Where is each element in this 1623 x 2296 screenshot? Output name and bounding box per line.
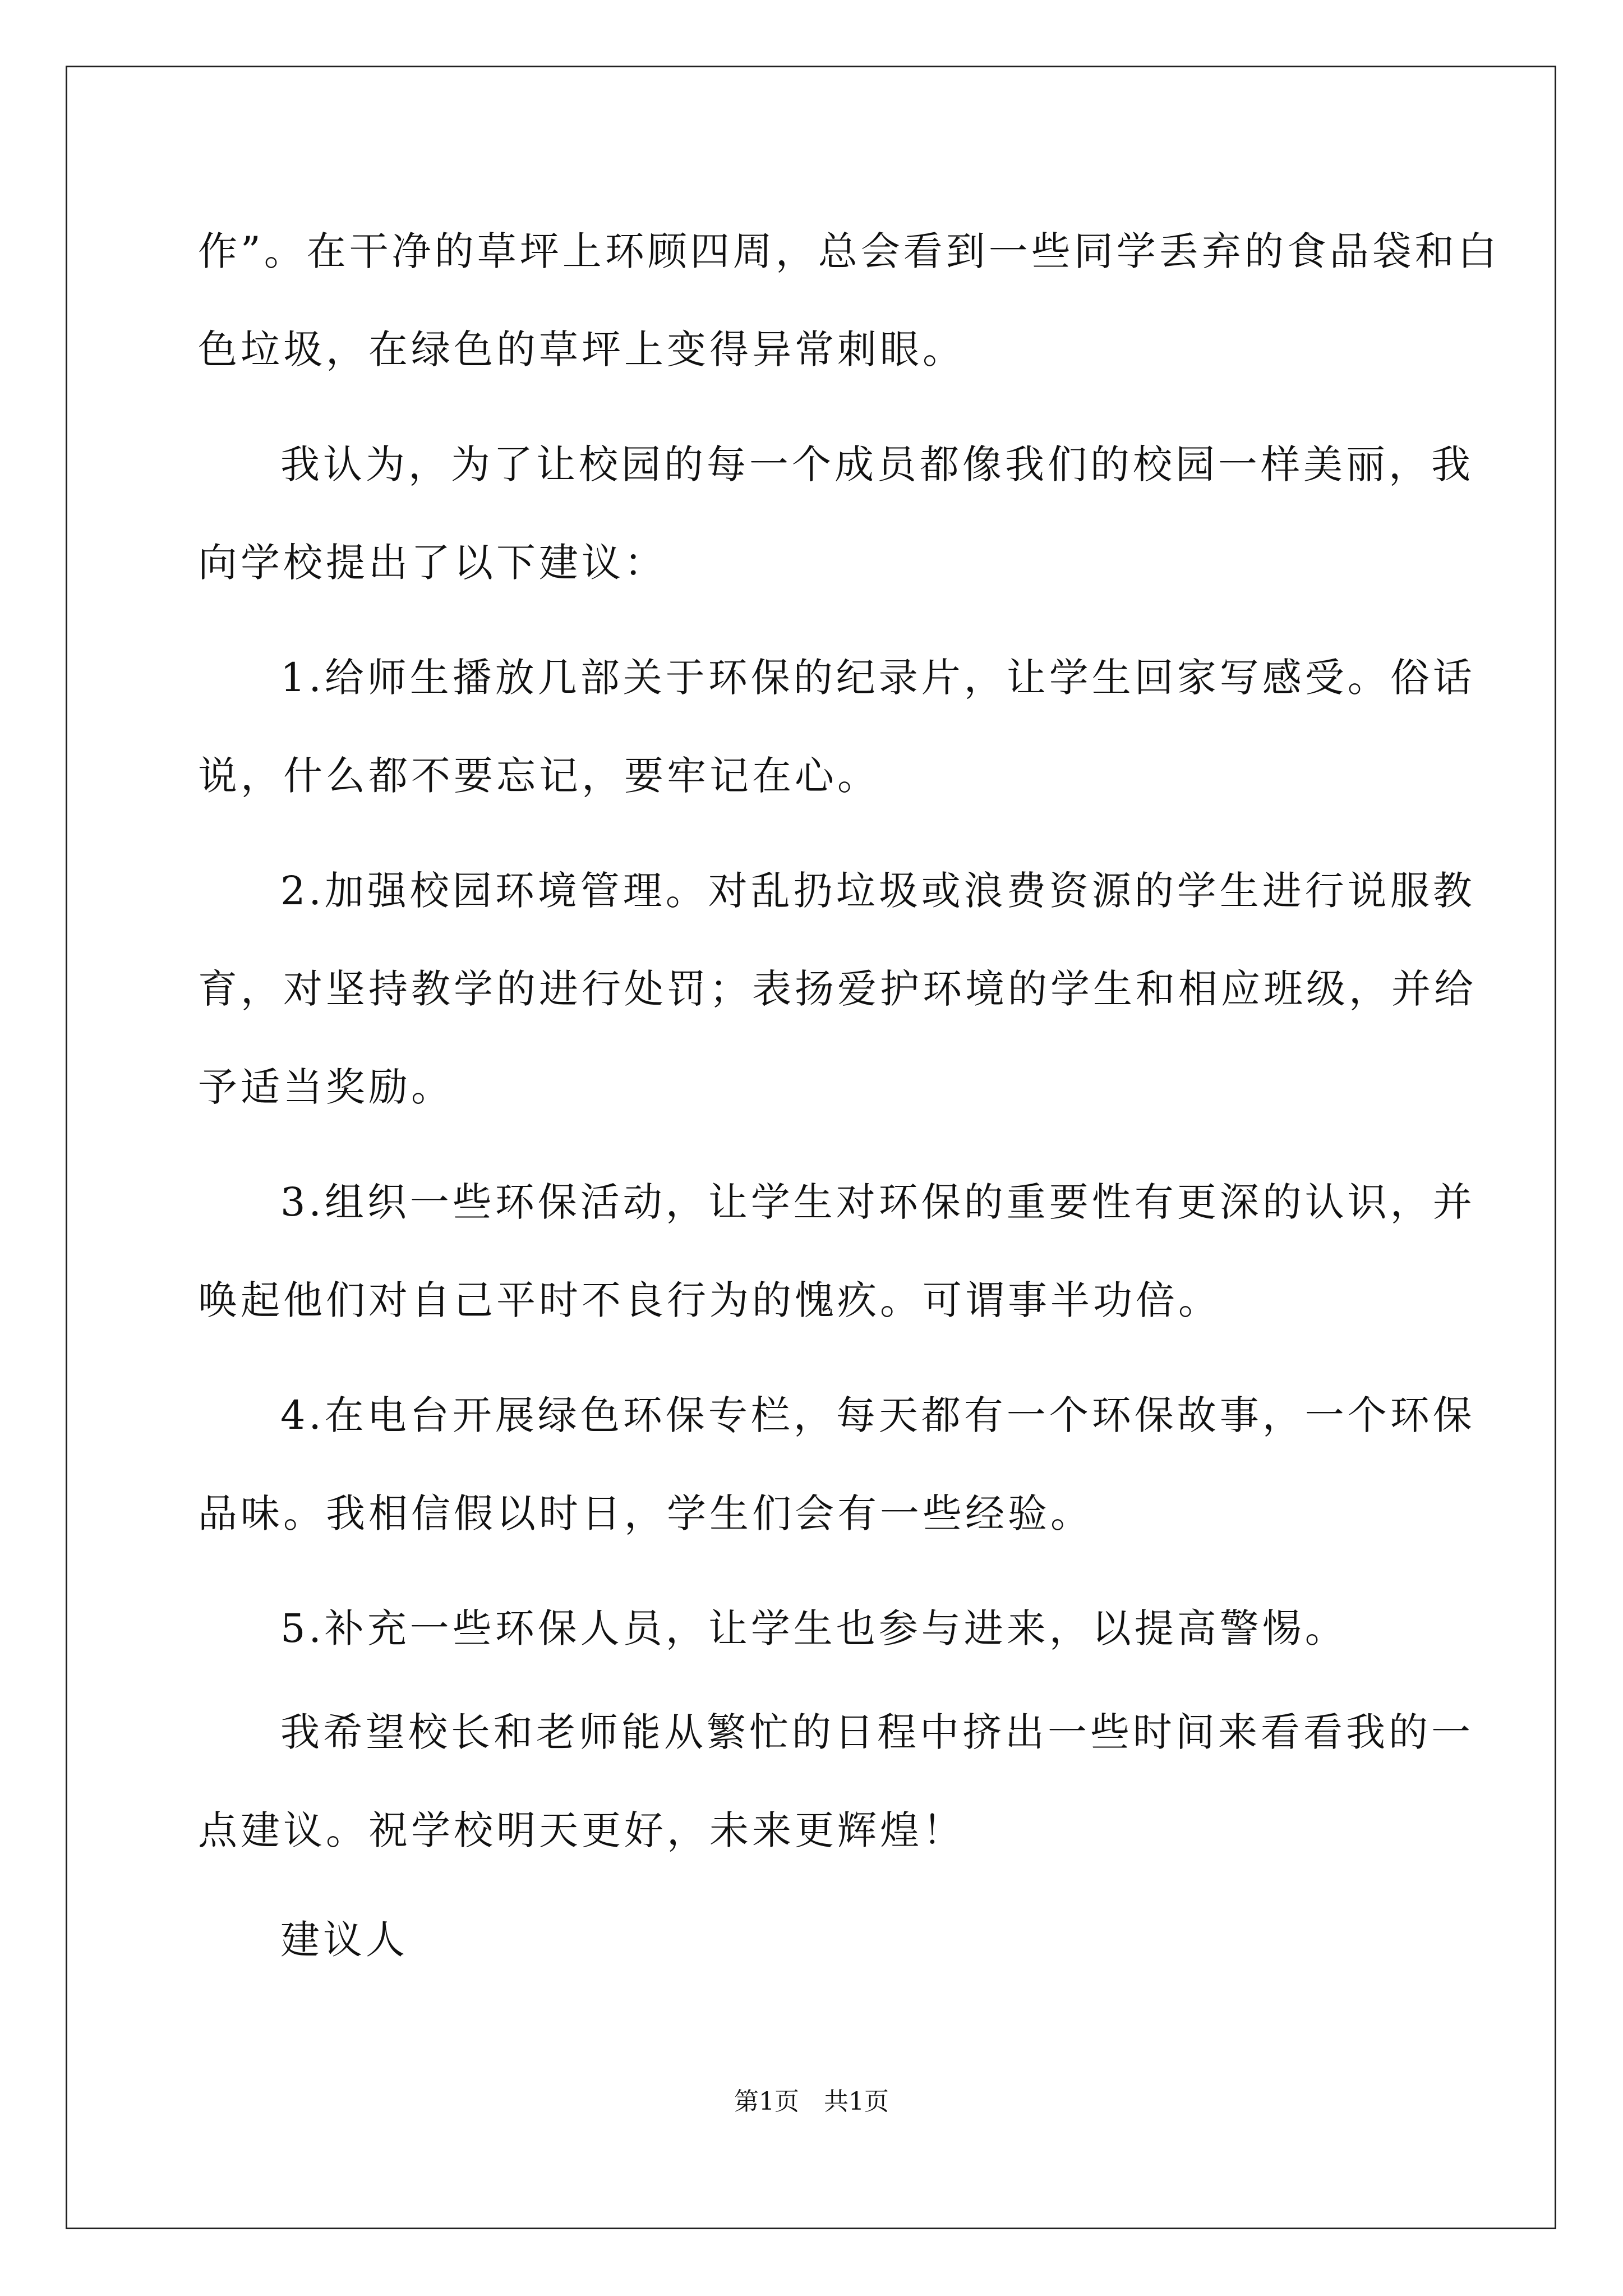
text-line: 我希望校长和老师能从繁忙的日程中挤出一些时间来看看我的一 xyxy=(280,1709,1474,1755)
text-line: 色垃圾，在绿色的草坪上变得异常刺眼。 xyxy=(198,326,965,372)
text-line: 品味。我相信假以时日，学生们会有一些经验。 xyxy=(198,1490,1093,1536)
text-line: 我认为，为了让校园的每一个成员都像我们的校园一样美丽，我 xyxy=(280,441,1474,487)
text-line: 育，对坚持教学的进行处罚；表扬爱护环境的学生和相应班级，并给 xyxy=(198,966,1477,1012)
text-line: 说，什么都不要忘记，要牢记在心。 xyxy=(198,753,880,799)
text-line: 向学校提出了以下建议： xyxy=(198,540,667,586)
text-line: 予适当奖励。 xyxy=(198,1064,454,1110)
page-border xyxy=(66,66,1556,2229)
text-line: 唤起他们对自己平时不良行为的愧疚。可谓事半功倍。 xyxy=(198,1277,1221,1323)
text-line: 作”。在干净的草坪上环顾四周，总会看到一些同学丢弃的食品袋和白 xyxy=(198,228,1500,274)
text-line: 2.加强校园环境管理。对乱扔垃圾或浪费资源的学生进行说服教 xyxy=(280,868,1476,914)
text-line: 4.在电台开展绿色环保专栏，每天都有一个环保故事，一个环保 xyxy=(280,1392,1476,1438)
text-line: 建议人 xyxy=(280,1917,408,1963)
text-line: 5.补充一些环保人员，让学生也参与进来，以提高警惕。 xyxy=(280,1605,1348,1651)
text-line: 3.组织一些环保活动，让学生对环保的重要性有更深的认识，并 xyxy=(280,1179,1476,1225)
text-line: 1.给师生播放几部关于环保的纪录片，让学生回家写感受。俗话 xyxy=(280,655,1476,701)
text-line: 点建议。祝学校明天更好，未来更辉煌！ xyxy=(198,1807,965,1853)
page-number-footer: 第1页 共1页 xyxy=(734,2087,889,2116)
